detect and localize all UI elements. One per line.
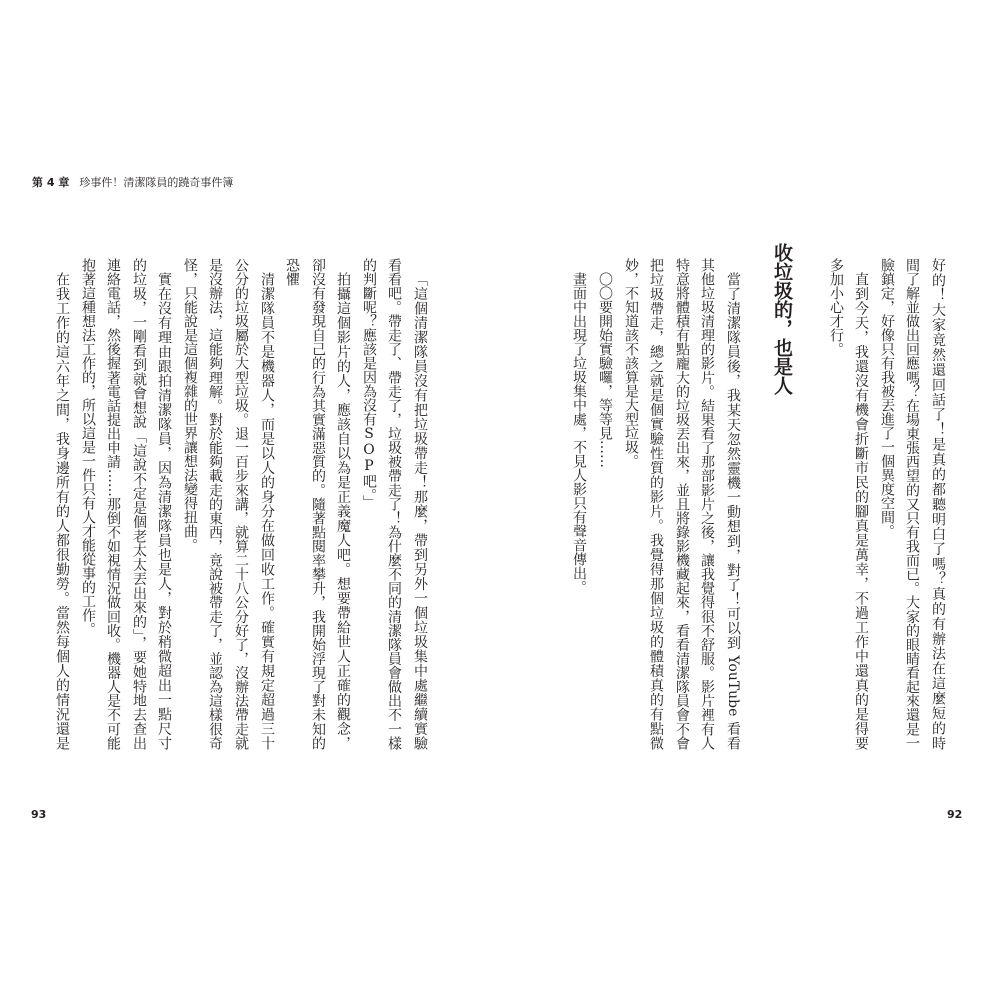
text-column: 間了解並做出回應嗎？在場東張西望的又只有我而已。大家的眼睛看起來還是一	[904, 258, 920, 750]
text-column: 抱著這種想法工作的，所以這是一件只有人才能從事的工作。	[80, 258, 96, 636]
page-number: 93	[31, 808, 47, 821]
text-column: 多加小心才行。	[828, 258, 844, 356]
text-column: 「這個清潔隊員沒有把垃圾帶走！那麼，帶到另外一個垃圾集中處繼續實驗	[412, 272, 428, 750]
text-column: 把垃圾帶走，總之就是個實驗性質的影片。我覺得那個垃圾的體積真的有點微	[648, 258, 664, 750]
text-column: 臉鎮定，好像只有我被丟進了一個異度空間。	[879, 258, 895, 538]
text-column: 特意將體積有點龐大的垃圾丟出來，並且將錄影機藏起來，看看清潔隊員會不會	[674, 258, 690, 750]
text-column: 直到今天，我還沒有機會折斷市民的腳真是萬幸，不過工作中還真的是得要	[853, 272, 869, 750]
right-page	[500, 0, 1000, 1000]
text-column: 看看吧。帶走了、帶走了，垃圾被帶走了！為什麼不同的清潔隊員會做出不一樣	[386, 258, 402, 750]
running-header	[32, 176, 233, 190]
text-column: 是沒辦法，這能夠理解。對於能夠載走的東西，竟說被帶走了，並認為這樣很奇	[207, 258, 223, 750]
page-number: 92	[947, 808, 963, 821]
text-column: 拍攝這個影片的人，應該自以為是正義魔人吧。想要帶給世人正確的觀念，	[335, 272, 351, 750]
text-column: 的判斷呢？應該是因為沒有SOP吧。」	[361, 258, 377, 509]
text-column: 卻沒有發現自己的行為其實滿惡質的。隨著點閱率攀升，我開始浮現了對未知的	[310, 258, 326, 750]
text-column: 實在沒有理由跟拍清潔隊員，因為清潔隊員也是人，對於稍微超出一點尺寸	[156, 272, 172, 750]
text-column: 清潔隊員不是機器人，而是以人的身分在做回收工作。確實有規定超過三十	[259, 272, 275, 750]
text-column: 恐懼	[284, 258, 300, 286]
text-column: 妙，不知道該不該算是大型垃圾。	[623, 258, 639, 468]
text-column: 當了清潔隊員後，我某天忽然靈機一動想到，對了！可以到 YouTube 看看	[725, 272, 741, 750]
text-column: 怪，只能說是這個複雜的世界讓想法變得扭曲。	[182, 258, 198, 552]
text-column: 好的！大家竟然還回話了！是真的都聽明白了嗎？真的有辦法在這麼短的時	[930, 258, 946, 750]
text-column: 畫面中出現了垃圾集中處，不見人影只有聲音傳出。	[571, 272, 587, 594]
text-column: 的垃圾，一剛看到就會想說「這說不定是個老太太丟出來的」，要她特地去查出	[131, 258, 147, 750]
text-column: 其他垃圾清理的影片。結果看了那部影片之後，讓我覺得很不舒服。影片裡有人	[699, 258, 715, 750]
text-column: 公分的垃圾屬於大型垃圾。退一百步來講，就算二十八公分好了，沒辦法帶走就	[233, 258, 249, 750]
text-column: 在我工作的這六年之間，我身邊所有的人都很勤勞。當然每個人的情況還是	[54, 272, 70, 750]
chapter-label: 第 4 章	[32, 176, 70, 189]
text-column: 〇〇要開始實驗囉，等等見……	[597, 272, 613, 468]
text-column: 連絡電話，然後握著電話提出申請……那倒不如視情況做回收。機器人是不可能	[105, 258, 121, 750]
section-heading: 收垃圾的，也是人	[771, 243, 793, 395]
chapter-title: 珍事件！清潔隊員的蹺奇事件簿	[79, 176, 234, 189]
